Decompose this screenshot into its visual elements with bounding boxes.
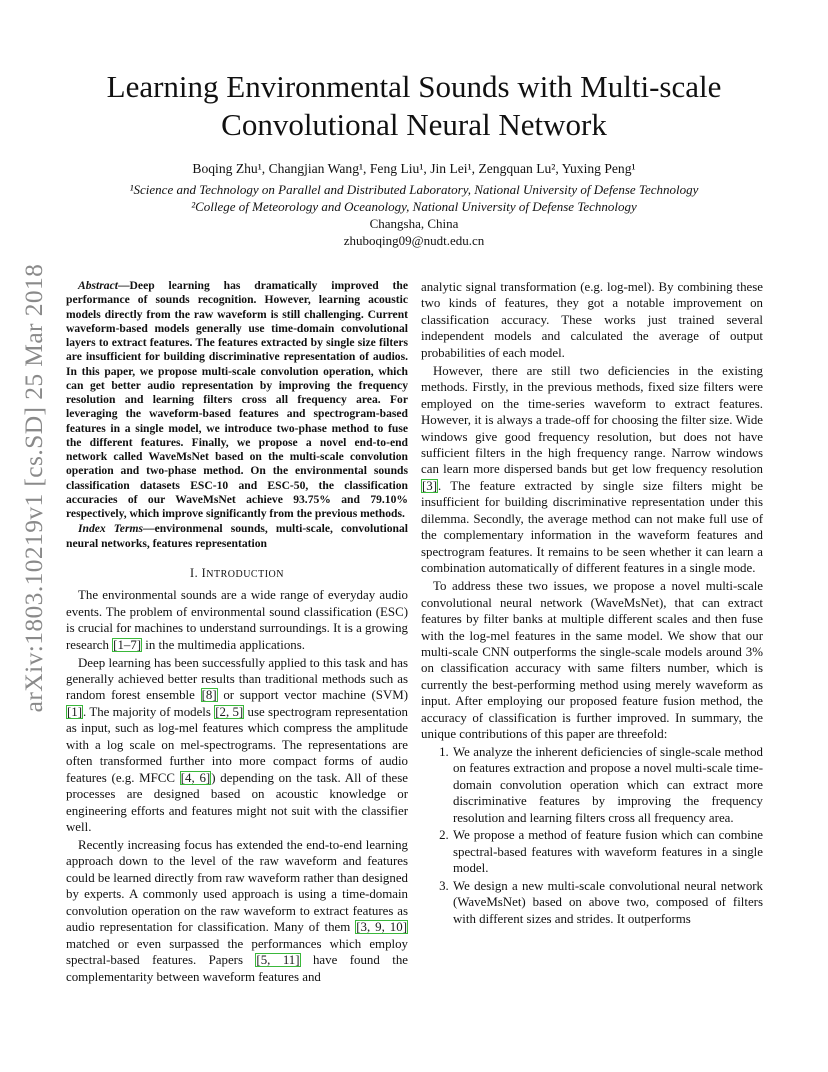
intro-paragraph-6: To address these two issues, we propose a novel multi-scale convolutional neural network (WaveMsNet), that can extract features by filter banks at multiple different scales and then fuse with the log-mel features in the same model. We show that our multi-scale CNN outperforms the single-scale models around 3% on classification accuracy with same filters number, which is currently the best-performing method using merely waveform as input. After employing our proposed feature fusion method, the accuracy of classification is further improved. In summary, the unique contributions of this paper are threefold:	[421, 579, 763, 742]
section-number: I. I	[190, 565, 207, 580]
affiliation-1: ¹Science and Technology on Parallel and Distributed Laboratory, National University of Defense Technology	[129, 182, 699, 197]
affiliation-2: ²College of Meteorology and Oceanology, National University of Defense Technology	[191, 199, 637, 214]
arxiv-identifier-stamp	[14, 0, 54, 1072]
intro-paragraph-4: analytic signal transformation (e.g. log-mel). By combining these two kinds of features, they got a notable improvement on classification accuracy. These works just trained several independent models and calculated the average of output probabilities of each model.	[421, 280, 763, 360]
citation-link[interactable]: [4, 6]	[180, 770, 211, 785]
location: Changsha, China	[369, 216, 459, 231]
index-terms-text: —environmenal sounds, multi-scale, convolutional neural networks, features representation	[66, 522, 408, 550]
intro-paragraph-5: However, there are still two deficiencies in the existing methods. Firstly, in the previous methods, fixed size filters were employed on the time-series waveform to extract features. However, it is always a trade-off for choosing the filter size. Wide windows give good frequency resolution, but does not have sufficient filters in the high frequency range. Narrow windows can learn more dispersed bands but get low frequency resolution [3]. The feature extracted by single size filters might be insufficient for building discriminative representation under this dilemma. Secondly, the average method can not make full use of the complementary information in the waveform features and spectrogram features. It remains to be seen whether it can learn a combination automatically of different features in a single mode.	[421, 363, 763, 576]
left-column	[66, 279, 408, 985]
citation-link[interactable]: [5, 11]	[256, 953, 300, 968]
citation-link[interactable]: [1]	[67, 704, 83, 719]
citation-link[interactable]: [1–7]	[113, 637, 142, 652]
title-line-1: Learning Environmental Sounds with Multi-scale	[106, 69, 722, 104]
index-terms-label: Index Terms	[78, 522, 143, 536]
contribution-item: 1. We analyze the inherent deficiencies of single-scale method on features extraction and propose a novel multi-scale time-domain convolution operation which can extract more discriminative features by improving the frequency resolution and learning filters cross all frequency area.	[452, 744, 763, 826]
intro-paragraph-3: Recently increasing focus has extended the end-to-end learning approach down to the level of the raw waveform and features could be learned directly from raw waveform rather than designed by experts. A commonly used approach is using a time-domain convolution operation on the raw waveform to extract features as audio representation for classification. Many of them [3, 9, 10] matched or even surpassed the performances which employ spectral-based features. Papers [5, 11] have found the complementarity between waveform features and	[66, 838, 408, 984]
arxiv-identifier: arXiv:1803.10219v1 [cs.SD] 25 Mar 2018	[19, 263, 48, 713]
abstract-text: —Deep learning has dramatically improved the performance of sounds recognition. However, learning acoustic models directly from the raw waveform is still challenging. Current waveform-based models generally use time-domain convolutional layers to extract features. The features extracted by single size filters are insufficient for building discriminative representation of audios. In this paper, we propose multi-scale convolution operation, which can get better audio representation by improving the frequency resolution and learning filters cross all frequency area. For leveraging the waveform-based features and spectrogram-based features in a single model, we introduce two-phase method to fuse the different features. Finally, we propose a novel end-to-end network called WaveMsNet based on the multi-scale convolution operation and two-phase method. On the environmental sounds classification datasets ESC-10 and ESC-50, the classification accuracies of our WaveMsNet achieve 93.75% and 79.10% respectively, which improve significantly from the previous methods.	[66, 279, 408, 520]
contributions-list	[421, 744, 763, 927]
abstract-label: Abstract	[78, 279, 118, 292]
citation-link[interactable]: [2, 5]	[215, 704, 244, 719]
section-heading-introduction	[66, 565, 408, 583]
index-terms	[66, 522, 408, 551]
section-title: NTRODUCTION	[206, 568, 284, 580]
citation-link[interactable]: [8]	[201, 688, 217, 703]
citation-link[interactable]: [3]	[422, 478, 438, 493]
abstract	[66, 279, 408, 521]
title-line-2: Convolutional Neural Network	[221, 107, 607, 142]
author-list: Boqing Zhu¹, Changjian Wang¹, Feng Liu¹, Jin Lei¹, Zengquan Lu², Yuxing Peng¹	[192, 161, 636, 176]
intro-paragraph-1: The environmental sounds are a wide range of everyday audio events. The problem of environmental sound classification (ESC) is crucial for machines to understand surroundings. It is a growing research [1–7] in the multimedia applications.	[66, 588, 408, 652]
contribution-item: 2. We propose a method of feature fusion which can combine spectral-based features with waveform features in a single model.	[452, 827, 763, 876]
right-column	[421, 279, 763, 928]
citation-link[interactable]: [3, 9, 10]	[356, 920, 407, 935]
intro-paragraph-2: Deep learning has been successfully applied to this task and has generally achieved better results than traditional methods such as random forest ensemble [8] or support vector machine (SVM) [1]. The majority of models [2, 5] use spectrogram representation as input, such as log-mel features which compress the amplitude with a log scale on mel-spectrograms. The representations are often transformed further into more compact forms of audio features (e.g. MFCC [4, 6]) depending on the task. All of these processes are designed based on acoustic knowledge or engineering efforts and features might not suit with the classifier well.	[66, 655, 409, 835]
paper-title	[60, 68, 768, 144]
contact-email: zhuboqing09@nudt.edu.cn	[343, 233, 485, 248]
contribution-item: 3. We design a new multi-scale convolutional neural network (WaveMsNet) based on above two, composed of filters with different sizes and strides. It outperforms	[452, 878, 763, 927]
